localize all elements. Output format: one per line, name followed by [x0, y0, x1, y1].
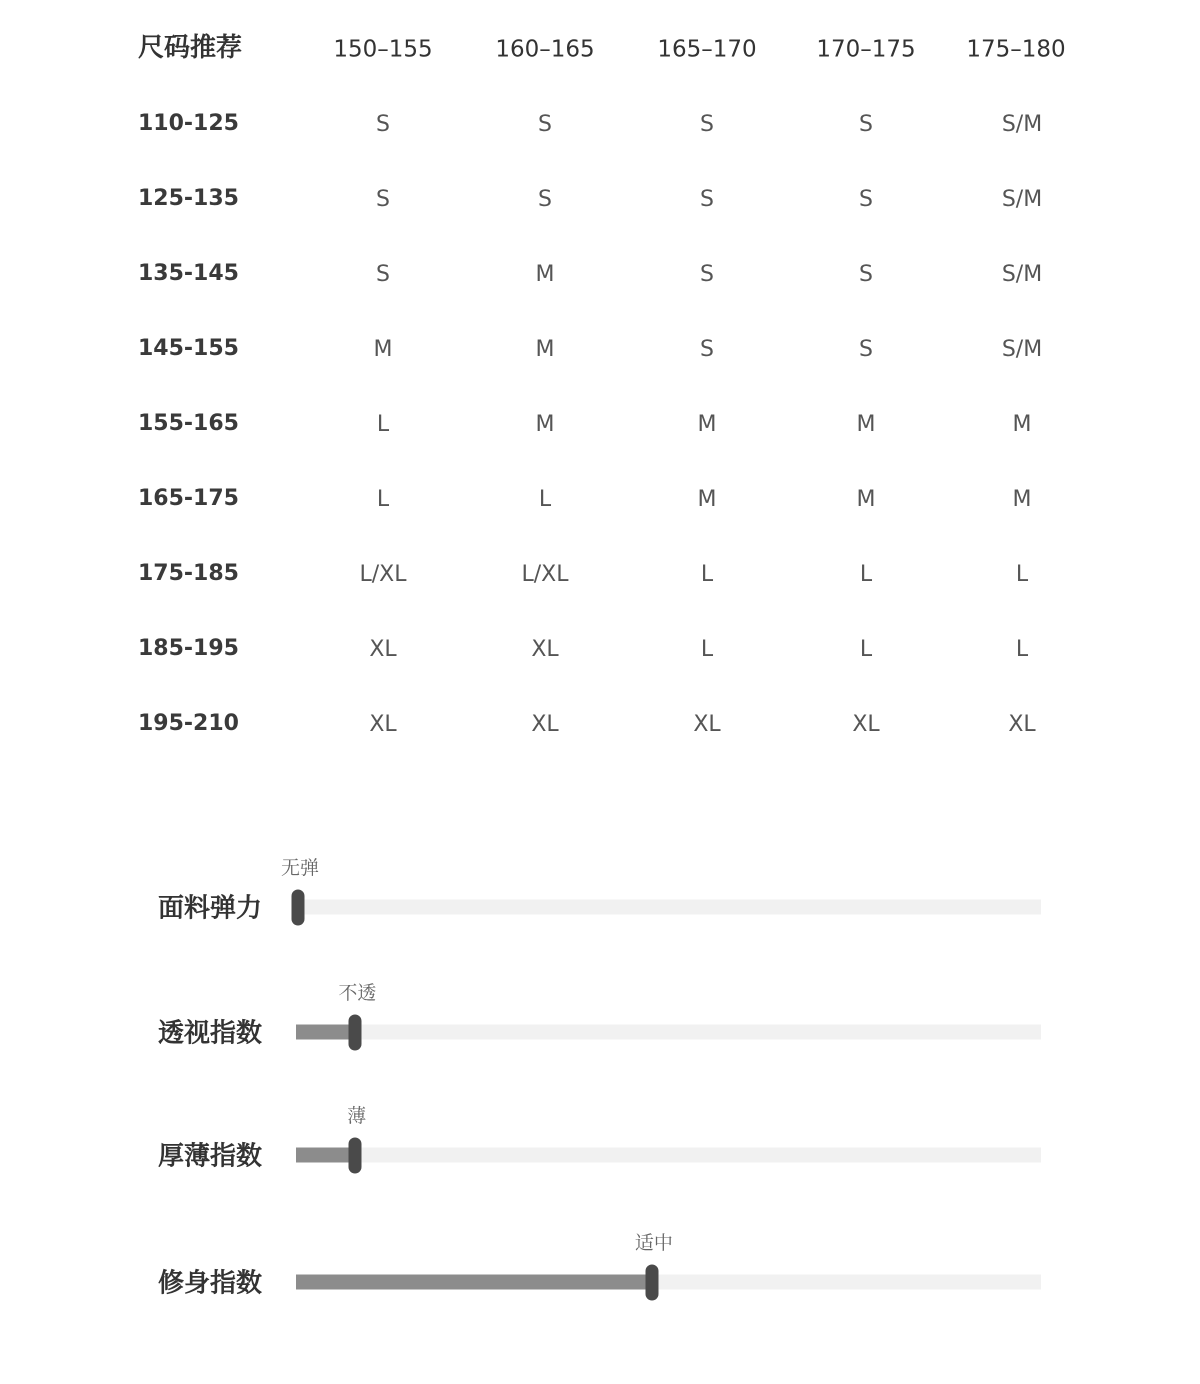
size-cell: M: [856, 487, 876, 512]
metric-value-caption: 薄: [347, 1105, 367, 1127]
size-cell: S: [376, 262, 390, 287]
size-cell: L: [538, 487, 552, 512]
size-cell: L: [1015, 562, 1029, 587]
metric-slider-fill: [296, 1025, 355, 1040]
size-cell: M: [697, 487, 717, 512]
size-cell: S/M: [1001, 187, 1043, 212]
size-cell: M: [535, 337, 555, 362]
size-cell: S: [859, 262, 873, 287]
weight-range-label: 165-175: [138, 486, 239, 511]
size-cell: M: [535, 412, 555, 437]
metric-slider-handle: [292, 889, 305, 925]
size-cell: S: [700, 187, 714, 212]
size-cell: M: [856, 412, 876, 437]
metric-label: 透视指数: [158, 1018, 263, 1049]
height-column-header: 175–180: [966, 36, 1066, 63]
weight-range-label: 110-125: [138, 111, 239, 136]
size-cell: S: [538, 187, 552, 212]
size-cell: XL: [369, 637, 397, 662]
fabric-metrics: [0, 780, 1200, 1384]
size-cell: M: [697, 412, 717, 437]
size-cell: L: [700, 562, 714, 587]
size-cell: XL: [531, 637, 559, 662]
size-cell: XL: [852, 712, 880, 737]
weight-range-label: 125-135: [138, 186, 239, 211]
size-cell: S: [376, 112, 390, 137]
size-cell: L: [859, 562, 873, 587]
metric-slider-handle: [645, 1264, 658, 1300]
size-cell: S: [859, 112, 873, 137]
size-cell: S: [700, 262, 714, 287]
size-cell: L/XL: [359, 562, 407, 587]
weight-range-label: 145-155: [138, 336, 239, 361]
size-cell: XL: [531, 712, 559, 737]
weight-range-label: 175-185: [138, 561, 239, 586]
size-cell: M: [1012, 412, 1032, 437]
metric-slider-handle: [349, 1014, 362, 1050]
size-cell: S/M: [1001, 337, 1043, 362]
metric-label: 面料弹力: [158, 893, 263, 924]
height-column-header: 165–170: [657, 36, 757, 63]
size-cell: L: [859, 637, 873, 662]
table-title: 尺码推荐: [138, 33, 243, 63]
size-cell: XL: [693, 712, 721, 737]
metric-label: 修身指数: [158, 1268, 263, 1299]
size-cell: L: [700, 637, 714, 662]
size-cell: L: [376, 412, 390, 437]
weight-range-label: 135-145: [138, 261, 239, 286]
size-cell: S: [859, 337, 873, 362]
weight-range-label: 195-210: [138, 711, 239, 736]
size-cell: L: [1015, 637, 1029, 662]
height-column-header: 160–165: [495, 36, 595, 63]
weight-range-label: 185-195: [138, 636, 239, 661]
size-cell: L: [376, 487, 390, 512]
size-cell: XL: [369, 712, 397, 737]
size-cell: S/M: [1001, 112, 1043, 137]
size-cell: XL: [1008, 712, 1036, 737]
metric-slider-track: [296, 1025, 1041, 1040]
size-cell: S: [376, 187, 390, 212]
size-cell: L/XL: [521, 562, 569, 587]
metric-label: 厚薄指数: [158, 1141, 263, 1172]
metric-value-caption: 不透: [338, 982, 377, 1004]
metric-slider-fill: [296, 1275, 652, 1290]
metric-value-caption: 适中: [634, 1232, 673, 1254]
height-column-header: 150–155: [333, 36, 433, 63]
metric-slider-fill: [296, 1148, 355, 1163]
metric-slider-handle: [348, 1137, 361, 1173]
metric-slider-track: [296, 1148, 1041, 1163]
size-cell: M: [1012, 487, 1032, 512]
height-column-header: 170–175: [816, 36, 916, 63]
size-cell: S: [700, 112, 714, 137]
metric-slider-track: [296, 1275, 1041, 1290]
metric-slider-track: [296, 900, 1041, 915]
weight-range-label: 155-165: [138, 411, 239, 436]
size-cell: M: [535, 262, 555, 287]
metric-value-caption: 无弹: [280, 857, 320, 879]
size-cell: S: [700, 337, 714, 362]
size-cell: S: [538, 112, 552, 137]
size-cell: S: [859, 187, 873, 212]
size-cell: S/M: [1001, 262, 1043, 287]
size-cell: M: [373, 337, 393, 362]
